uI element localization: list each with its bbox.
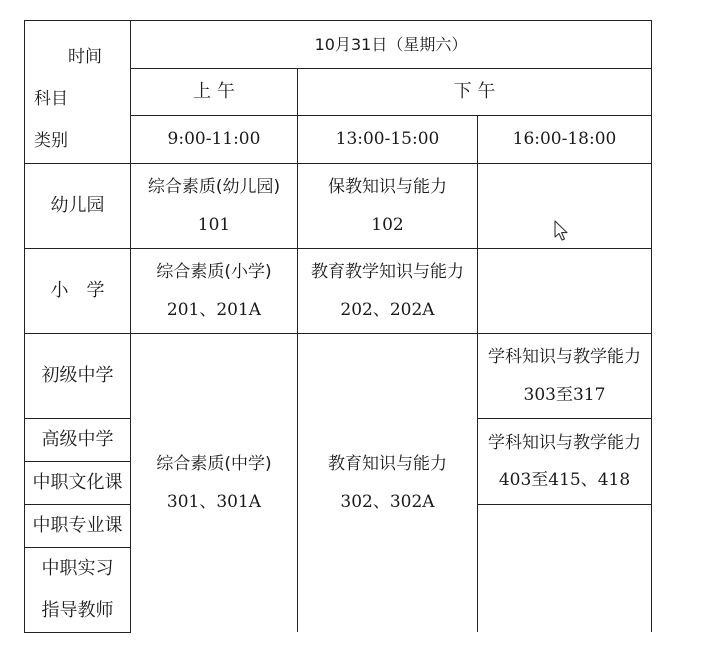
category-senior-high: 高级中学: [41, 429, 114, 451]
subject-code: 102: [371, 214, 404, 235]
subject-name: 教育知识与能力: [328, 454, 447, 475]
category-kindergarten: 幼儿园: [50, 195, 105, 217]
subject-name: 教育教学知识与能力: [311, 262, 464, 283]
subject-code: 201、201A: [166, 299, 262, 320]
subject-name: 学科知识与教学能力: [488, 432, 641, 453]
morning-header: 上 午: [193, 81, 235, 103]
time-slot-3: 16:00-18:00: [512, 129, 617, 150]
rule: [477, 504, 652, 505]
category-line: 指导教师: [41, 600, 114, 621]
junior-slot3: [478, 334, 651, 418]
subject-name: 保教知识与能力: [328, 177, 447, 198]
kindergarten-slot2: [298, 164, 477, 248]
date-header: 10月31日（星期六）: [314, 34, 468, 54]
subject-name: 学科知识与教学能力: [488, 347, 641, 368]
time-slot-1: 9:00-11:00: [167, 129, 261, 150]
subject-name: 综合素质(幼儿园): [147, 177, 281, 198]
subject-code: 303至317: [523, 384, 606, 405]
afternoon-header: 下 午: [453, 81, 496, 103]
category-vocational-culture: 中职文化课: [32, 472, 123, 494]
primary-slot2: [298, 249, 477, 333]
primary-slot1: [131, 249, 297, 333]
rule: [651, 20, 652, 632]
subject-name: 综合素质(小学): [156, 262, 272, 283]
category-primary: 小 学: [50, 280, 105, 302]
rule: [24, 632, 130, 633]
subject-code: 101: [197, 214, 231, 235]
subject-label: 科目: [34, 89, 68, 109]
secondary-slot1: [131, 334, 297, 632]
time-slot-2: 13:00-15:00: [335, 129, 440, 150]
kindergarten-slot1: [131, 164, 297, 248]
subject-code: 403至415、418: [498, 470, 631, 490]
subject-code: 202、202A: [340, 299, 435, 320]
secondary-slot2: [298, 334, 477, 632]
category-label: 类别: [34, 131, 68, 151]
subject-code: 301、301A: [166, 491, 262, 512]
senior-slot3: [478, 419, 651, 504]
category-vocational-major: 中职专业课: [32, 515, 123, 537]
subject-code: 302、302A: [340, 491, 435, 512]
subject-name: 综合素质(中学): [156, 454, 272, 475]
time-label: 时间: [68, 47, 102, 67]
mouse-pointer-icon: [554, 220, 570, 242]
category-line: 中职实习: [41, 558, 114, 580]
category-junior-high: 初级中学: [41, 365, 114, 387]
category-vocational-practice: [25, 548, 130, 632]
